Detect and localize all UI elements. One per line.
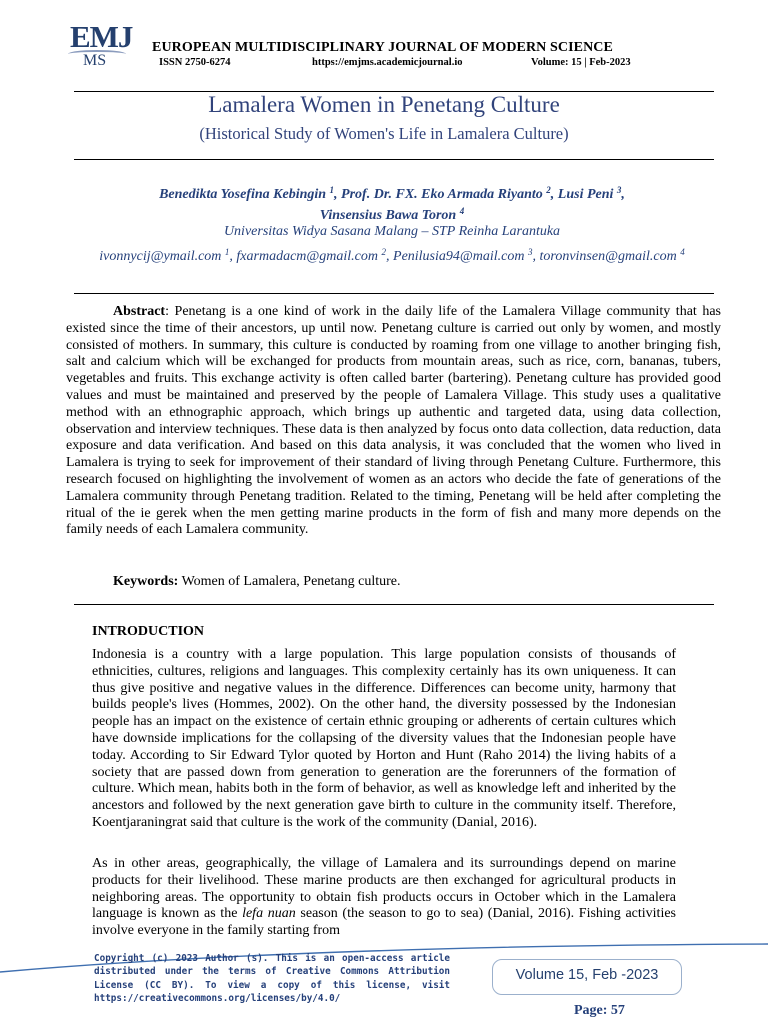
authors-divider [74,293,714,294]
license-notice: Copyright (c) 2023 Author (s). This is an open-access article distributed under the terms of Creative Commons Attribution License (CC BY). To view a copy of this license, visit https://creativecommons.org/licenses/by/4.0/ [94,953,450,1004]
author-name: Lusi Peni [557,187,614,202]
author-email[interactable]: Penilusia94@mail.com [393,249,525,264]
abstract [66,304,721,539]
author-name: Vinsensius Bawa Toron [319,208,457,223]
volume-badge-text: Volume 15, Feb -2023 [515,967,659,983]
email-sup: 4 [680,247,685,257]
email-list: ivonnycij@ymail.com $^1$, fxarmadacm@gmail.com $^2$, Penilusia94@mail.com $^3$, toronvinsen@gmail.com $^4$ [99,247,685,264]
author-email[interactable]: ivonnycij@ymail.com [99,249,222,264]
keywords-text: Women of Lamalera, Penetang culture. [178,574,401,589]
paper-title: Lamalera Women in Penetang Culture [208,92,560,117]
italic-term: lefa nuan [242,906,296,922]
email-sup: 1 [224,247,230,257]
author-sup: 2 [546,185,551,195]
author-list: Benedikta Yosefina Kebingin $^1$, Prof. Dr. FX. Eko Armada Riyanto $^2$, Lusi Peni $^3$, Vinsensius Bawa Toron $^4$ [159,185,625,223]
body-paragraph [92,856,676,940]
logo-ms-text: MS [83,52,107,69]
author-sup: 1 [329,185,335,195]
journal-name: EUROPEAN MULTIDISCIPLINARY JOURNAL OF MODERN SCIENCE [152,40,613,55]
abstract-text: : Penetang is a one kind of work in the daily life of the Lamalera Village community that has existed since the time of their ancestors, up until now. Penetang culture is carried out only by women, and mostly consisted of mothers. In summary, this culture is conducted by roaming from one village to another bringing fish, salt and calcium which will be exchanged for products from mountain areas, such as rice, corn, bananas, tubers, vegetables and fruits. This exchange activity is often called barter (bartering). Penetang culture has provided good values and must be maintained and preserved by the people of Lamalera Village. This study uses a qualitative method with an ethnographic approach, which brings up authentic and targeted data, using data collection, observation and interview techniques. These data is then analyzed by focus onto data collection, data reduction, data exposure and data verification. And based on this data analysis, it was concluded that the women who lived in Lamalera is trying to seek for improvement of their standard of living through Penetang Culture. Furthermore, this research focused on highlighting the involvement of women as an actors who decide the fate of generations of the Lamalera community through Penetang tradition. Related to the timing, Penetang will be held after completing the ritual of the ie gerek when the men getting marine products in the form of fish and many more depends on the family needs of each Lamalera community. [66,304,721,538]
logo-emj-text: EMJ [70,19,133,54]
author-sup: 4 [459,206,465,216]
author-sup: 3 [616,185,622,195]
journal-logo [66,19,133,72]
author-email[interactable]: fxarmadacm@gmail.com [236,249,379,264]
author-email[interactable]: toronvinsen@gmail.com [539,249,677,264]
paper-subtitle: (Historical Study of Women's Life in Lamalera Culture) [199,124,569,143]
email-sup: 2 [381,247,387,257]
paragraph-text: season (the season to go to sea) (Danial, 2016). Fishing activities involve everyone in the family starting from [92,906,676,939]
section-heading-introduction: INTRODUCTION [92,624,205,639]
paragraph-text: As in other areas, geographically, the village of Lamalera and its surroundings depend on marine products for their livelihood. These marine products are then exchanged for agricultural products in neighboring areas. The opportunity to obtain fish products occurs in October which in the Lamalera language is known as the [92,856,676,922]
email-sup: 3 [528,247,533,257]
page-number: Page: 57 [574,1003,625,1018]
author-name: Benedikta Yosefina Kebingin [159,187,327,202]
abstract-divider [74,604,714,605]
title-divider [74,159,714,160]
body-paragraph: Indonesia is a country with a large population. This large population consists of thousands of ethnicities, cultures, religions and languages. This complexity certainly has its own uniqueness. It can thus give positive and negative values in the difference. Differences can become unity, harmony that builds people's lives (Hommes, 2002). On the other hand, the diversity possessed by the Indonesian people has an impact on the existence of certain ethnic grouping or adherents of certain cultures which have downside implications for the collapsing of the diversity values that the Indonesian people have today. According to Sir Edward Tylor quoted by Horton and Hunt (Raho 2014) the living habits of a society that are passed down from generation to generation are the forerunners of the formation of culture. Which mean, habits both in the form of behavior, as well as knowledge left and inherited by the ancestors and followed by the next generation gave birth to culture in the community itself. Therefore, Koentjaraningrat said that culture is the work of the community (Danial, 2016). [92,647,676,830]
journal-url[interactable]: https://emjms.academicjournal.io [312,57,463,68]
volume-info: Volume: 15 | Feb-2023 [531,57,631,68]
affiliation: Universitas Widya Sasana Malang – STP Reinha Larantuka [223,224,561,239]
keywords-label: Keywords: [113,574,179,589]
volume-badge [492,959,682,995]
keywords [113,574,400,590]
abstract-label: Abstract [113,304,166,319]
author-name: Prof. Dr. FX. Eko Armada Riyanto [341,187,543,202]
issn: ISSN 2750-6274 [159,57,231,68]
